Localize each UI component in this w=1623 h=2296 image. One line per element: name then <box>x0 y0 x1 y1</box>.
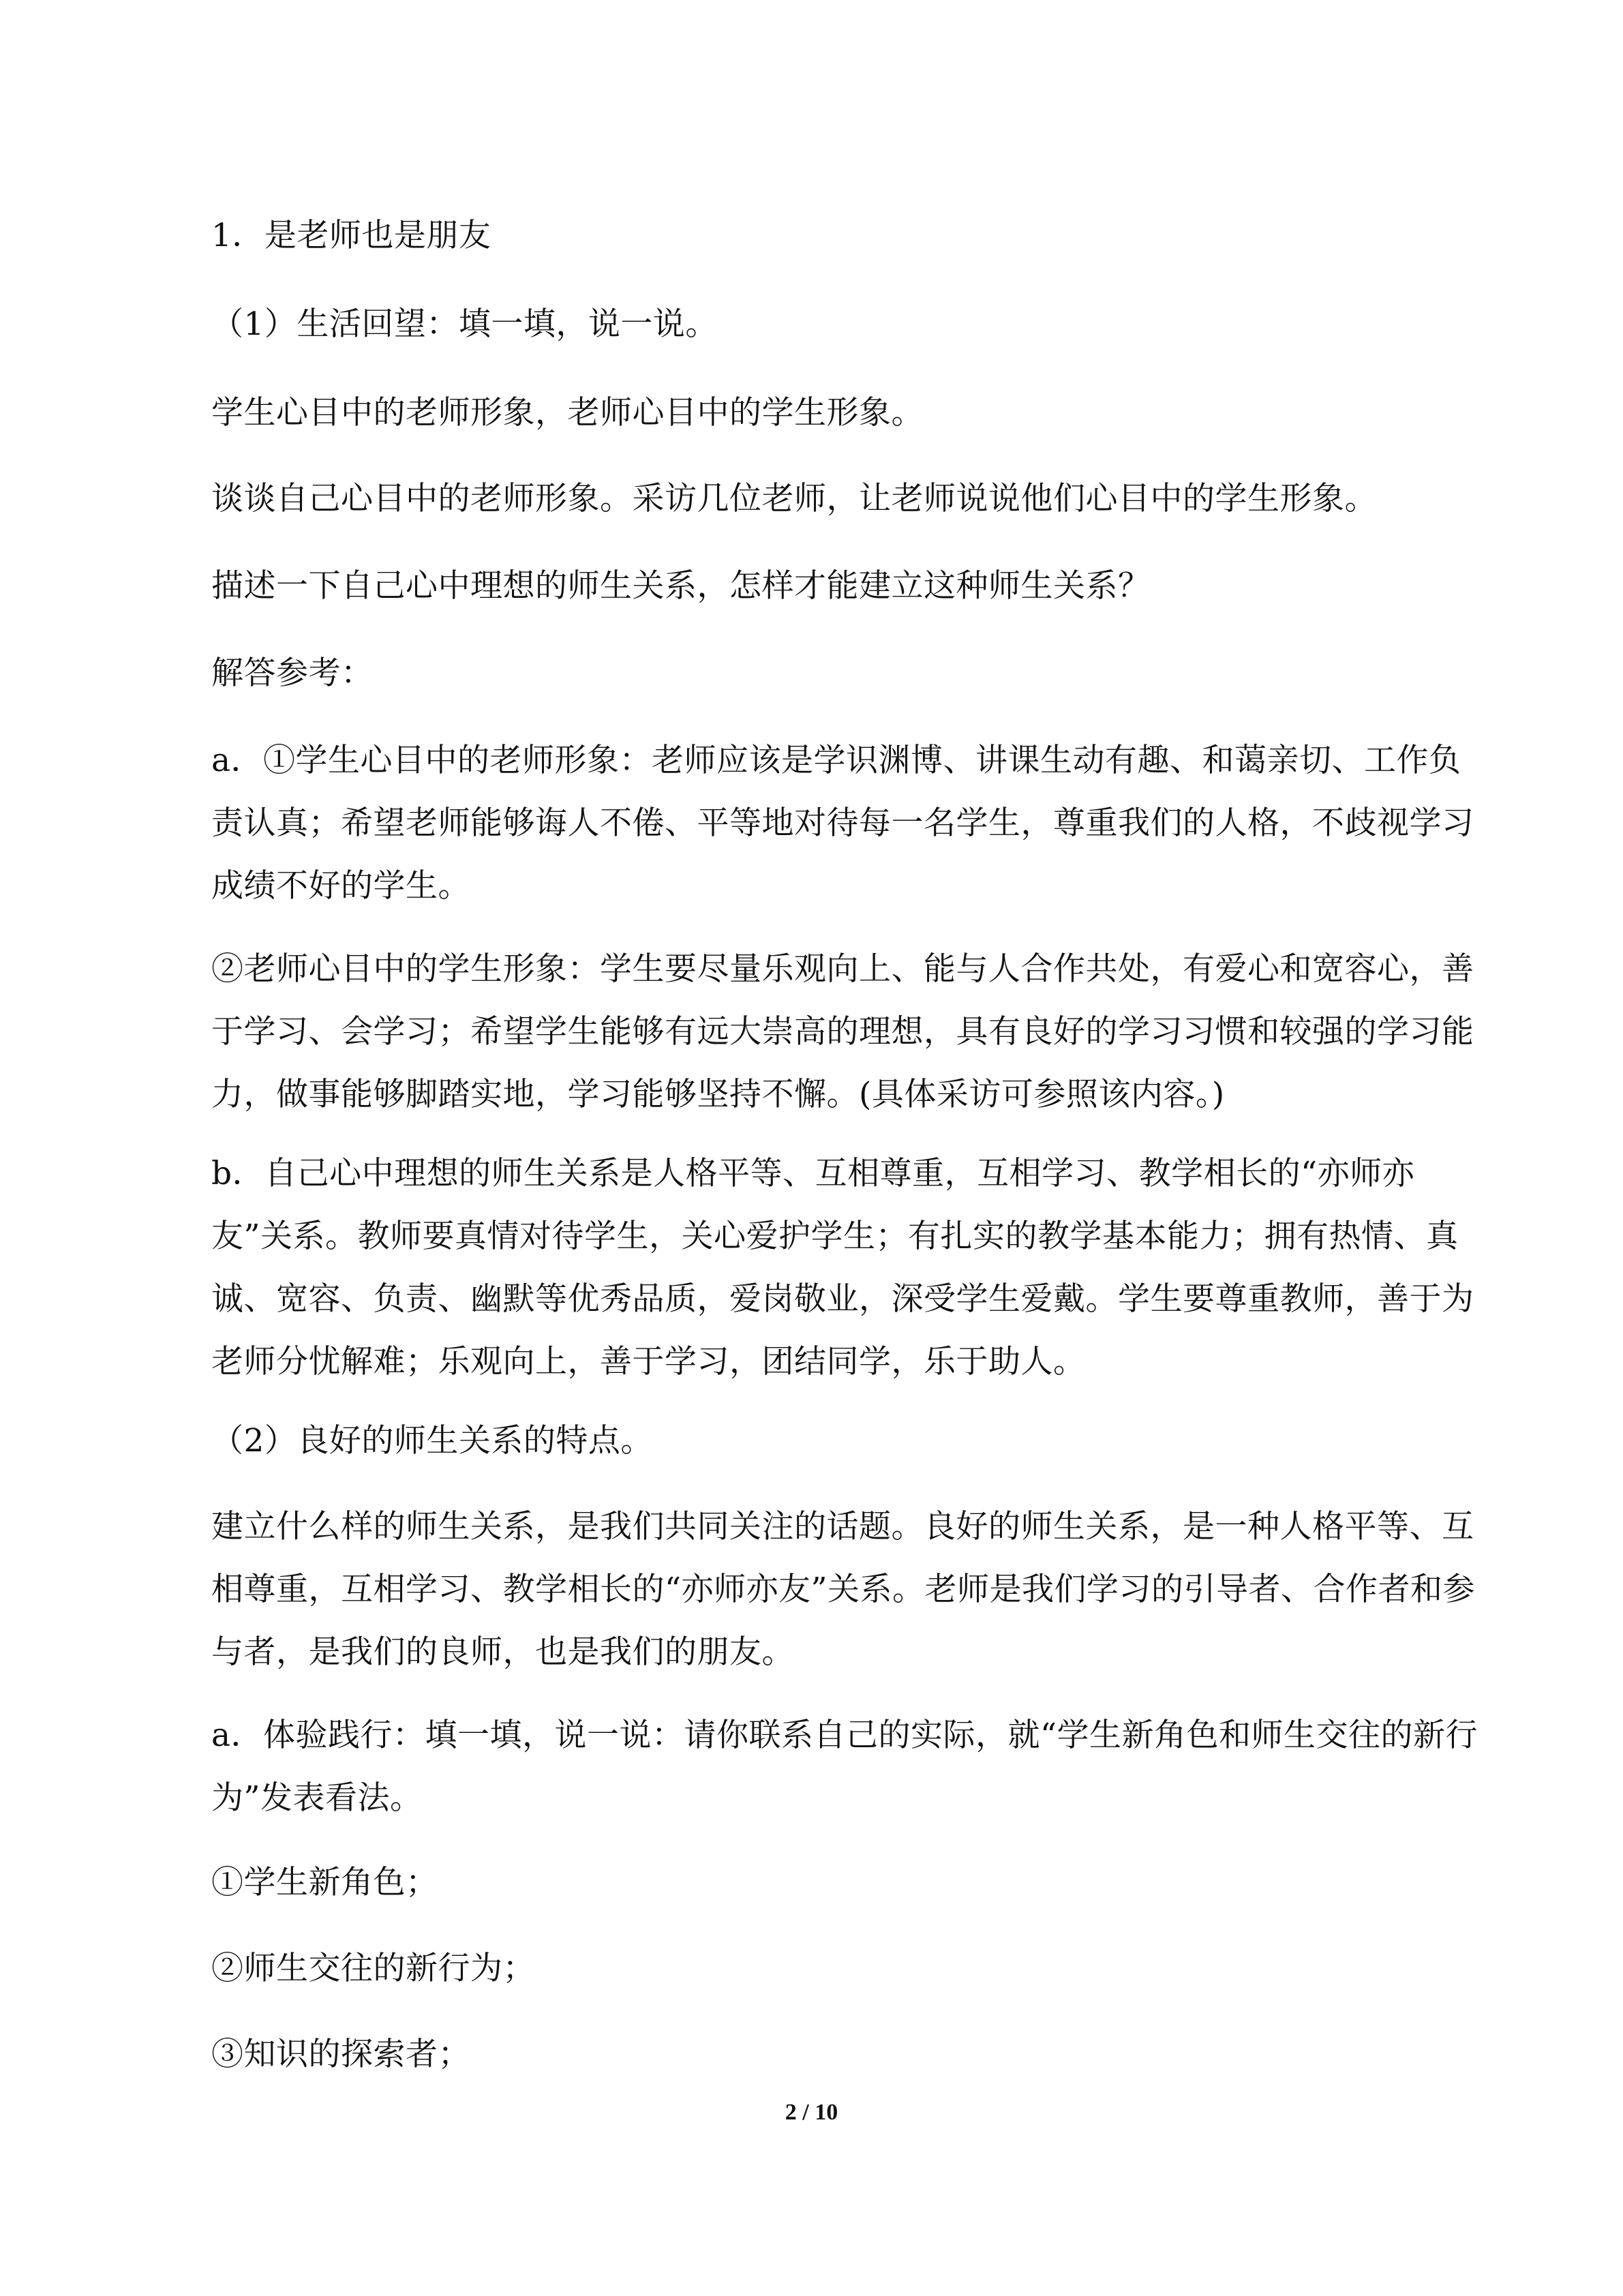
section-heading: 1．是老师也是朋友 <box>211 217 491 254</box>
subsection-heading-2: （2）良好的师生关系的特点。 <box>211 1422 653 1460</box>
paragraph: 谈谈自己心目中的老师形象。采访几位老师，让老师说说他们心目中的学生形象。 <box>211 480 1377 517</box>
paragraph: 建立什么样的师生关系，是我们共同关注的话题。良好的师生关系，是一种人格平等、互相尊重，互相学习、教学相长的“亦师亦友”关系。老师是我们学习的引导者、合作者和参与者，是我们的良师，也是我们的朋友。 <box>211 1508 1476 1671</box>
subsection-heading-1: （1）生活回望：填一填，说一说。 <box>211 305 718 343</box>
answer-paragraph-a1: a．①学生心目中的老师形象：老师应该是学识渊博、讲课生动有趣、和蔼亲切、工作负责认真；希望老师能够诲人不倦、平等地对待每一名学生，尊重我们的人格，不歧视学习成绩不好的学生。 <box>211 742 1474 905</box>
list-item: ①学生新角色； <box>211 1864 438 1901</box>
activity-paragraph: a．体验践行：填一填，说一说：请你联系自己的实际，就“学生新角色和师生交往的新行为”发表看法。 <box>211 1717 1478 1817</box>
paragraph: 学生心目中的老师形象，老师心目中的学生形象。 <box>211 394 924 432</box>
list-item: ②师生交往的新行为； <box>211 1950 535 1987</box>
answer-paragraph-a2: ②老师心目中的学生形象：学生要尽量乐观向上、能与人合作共处，有爱心和宽容心，善于学习、会学习；希望学生能够有远大崇高的理想，具有良好的学习习惯和较强的学习能力，做事能够脚踏实地，学习能够坚持不懈。(具体采访可参照该内容。) <box>211 950 1474 1113</box>
answer-label: 解答参考： <box>211 654 374 692</box>
list-item: ③知识的探索者； <box>211 2036 470 2073</box>
page-number: 2 / 10 <box>785 2100 838 2125</box>
answer-paragraph-b: b．自己心中理想的师生关系是人格平等、互相尊重，互相学习、教学相长的“亦师亦友”关系。教师要真情对待学生，关心爱护学生；有扎实的教学基本能力；拥有热情、真诚、宽容、负责、幽默等优秀品质，爱岗敬业，深受学生爱戴。学生要尊重教师，善于为老师分忧解难；乐观向上，善于学习，团结同学，乐于助人。 <box>211 1155 1474 1380</box>
paragraph: 描述一下自己心中理想的师生关系，怎样才能建立这种师生关系？ <box>211 567 1151 605</box>
